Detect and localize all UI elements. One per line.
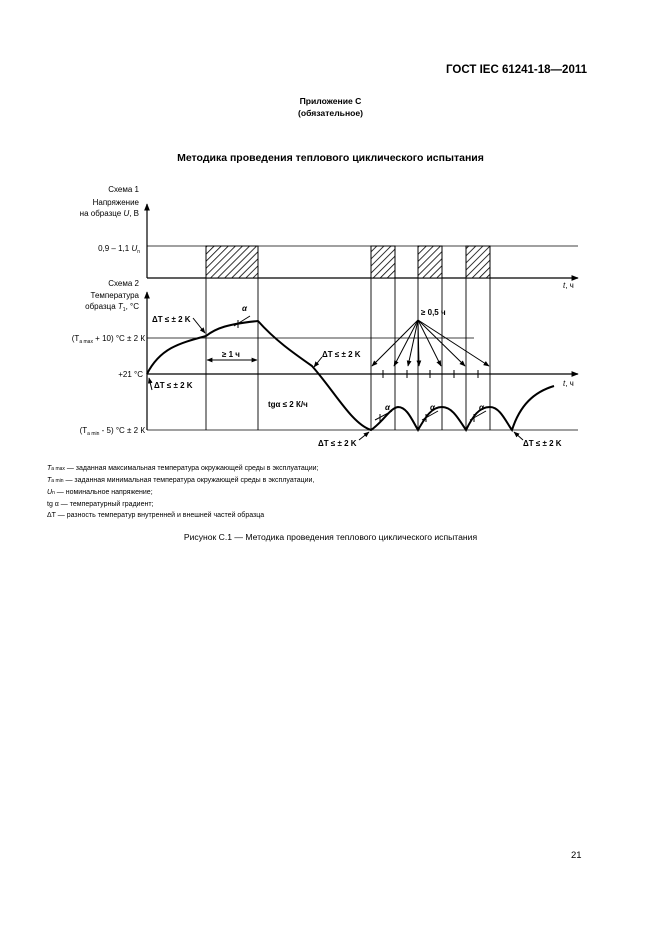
- note-line: Ta max — заданная максимальная температура окружающей среды в эксплуатации;: [47, 465, 319, 472]
- voltage-level-label: 0,9 – 1,1 $U_n$: [98, 244, 140, 255]
- scheme1-axis-subtitle: на образце U, В: [79, 209, 139, 218]
- voltage-pulse: [371, 246, 395, 278]
- voltage-pulse: [206, 246, 258, 278]
- half-hour-pointers: [372, 320, 489, 366]
- appendix-label: Приложение С: [299, 96, 362, 106]
- delta-t-label: ΔT ≤ ± 2 K: [154, 381, 193, 390]
- tmax-level-label: $(T_{a max} + 10) ^\circ С \pm 2$ К: [71, 334, 145, 345]
- time-axis-label-1: t, ч: [563, 281, 574, 290]
- scheme2-axis-title: Температура: [90, 291, 139, 300]
- delta-t-label: ΔT ≤ ± 2 K: [152, 315, 191, 324]
- voltage-pulse: [466, 246, 490, 278]
- one-hour-label: ≥ 1 ч: [222, 350, 240, 359]
- scheme2-axis-subtitle: образца $T_1$, °С: [85, 302, 139, 313]
- delta-t-label: ΔT ≤ ± 2 K: [523, 439, 562, 448]
- tmin-level-label: $(T_{a min} - 5) ^\circ С \pm 2$ К: [79, 426, 145, 437]
- section-title: Методика проведения теплового циклического испытания: [177, 152, 484, 164]
- note-line: Un — номинальное напряжение;: [47, 489, 153, 496]
- delta-t-labels: [152, 315, 562, 448]
- scheme2-label: Схема 2: [108, 279, 139, 288]
- room-temp-label: +21 °С: [118, 370, 143, 379]
- gradient-label: tgα ≤ 2 К/ч: [268, 400, 308, 409]
- standard-number: ГОСТ IEC 61241-18—2011: [446, 64, 587, 76]
- note-line: Ta min — заданная минимальная температура окружающей среды в эксплуатации,: [47, 477, 315, 484]
- delta-t-label: ΔT ≤ ± 2 K: [322, 350, 361, 359]
- svg-text:α: α: [479, 403, 484, 412]
- appendix-status: (обязательное): [297, 108, 364, 118]
- svg-text:α: α: [242, 304, 247, 313]
- svg-text:α: α: [430, 403, 435, 412]
- legend-notes: [47, 463, 319, 521]
- temperature-curve: [147, 321, 554, 430]
- half-hour-label: ≥ 0,5 ч: [421, 308, 446, 317]
- scheme1-axis-title: Напряжение: [92, 198, 139, 207]
- delta-t-label: ΔT ≤ ± 2 K: [318, 439, 357, 448]
- page-number: 21: [571, 850, 582, 861]
- note-line: tg α — температурный градиент;: [47, 501, 154, 508]
- alpha-marker: [234, 304, 250, 328]
- voltage-pulse: [418, 246, 442, 278]
- svg-text:α: α: [385, 403, 390, 412]
- note-line: ΔT — разность температур внутренней и внешней частей образца: [47, 512, 265, 519]
- scheme1-label: Схема 1: [108, 185, 139, 194]
- time-axis-label-2: t, ч: [563, 379, 574, 388]
- figure-caption: Рисунок С.1 — Методика проведения теплового циклического испытания: [183, 532, 478, 542]
